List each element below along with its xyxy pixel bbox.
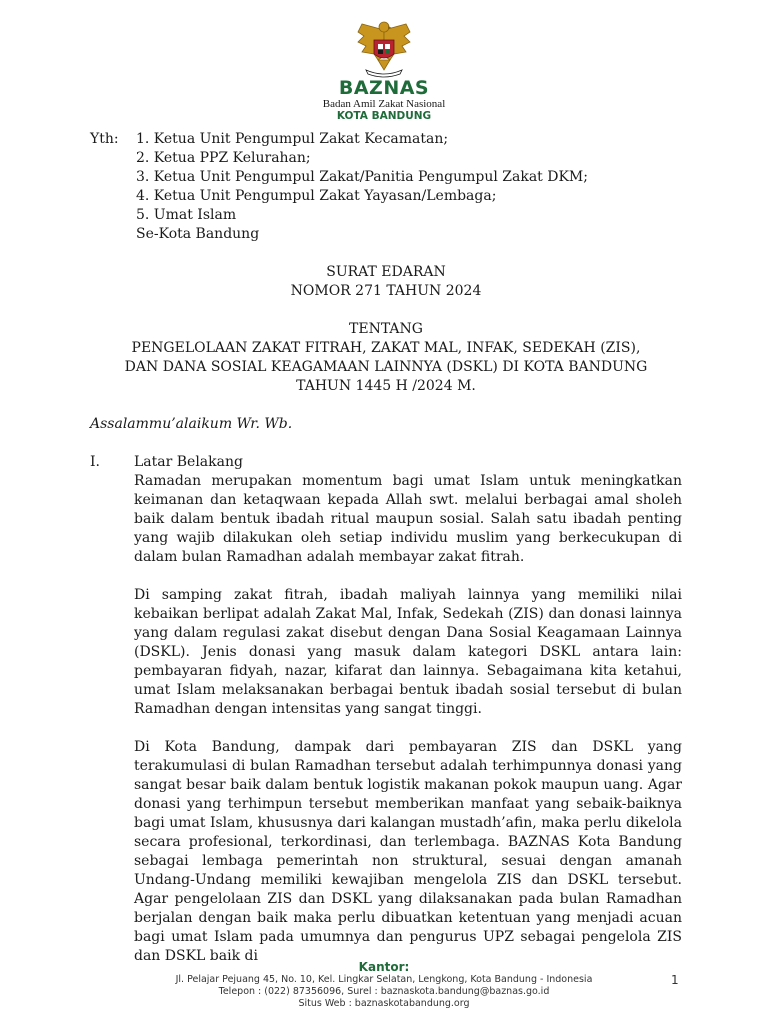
recipient-item: 3. Ketua Unit Pengumpul Zakat/Panitia Pengumpul Zakat DKM; — [136, 169, 588, 185]
recipient-item: 2. Ketua PPZ Kelurahan; — [136, 150, 311, 166]
letter-type: SURAT EDARAN — [326, 264, 446, 280]
recipient-item: 1. Ketua Unit Pengumpul Zakat Kecamatan; — [136, 131, 449, 147]
footer-title: Kantor: — [358, 960, 410, 974]
recipients-list — [136, 130, 588, 244]
paragraph: Ramadan merupakan momentum bagi umat Islam untuk meningkatkan keimanan dan ketaqwaan kepada Allah swt. melalui berbagai amal sholeh baik dalam bentuk ibadah ritual maupun sosial. Salah satu ibadah penting yang wajib dilakukan oleh setiap individu muslim yang berkecukupan di dalam bulan Ramadhan adalah membayar zakat fitrah. — [134, 473, 682, 565]
letterhead — [0, 16, 768, 123]
section-number: I. — [90, 454, 100, 470]
recipients-label: Yth: — [90, 131, 119, 147]
recipient-item: 4. Ketua Unit Pengumpul Zakat Yayasan/Lembaga; — [136, 188, 497, 204]
recipient-item: 5. Umat Islam — [136, 207, 237, 223]
paragraph: Di samping zakat fitrah, ibadah maliyah lainnya yang memiliki nilai kebaikan berlipat adalah Zakat Mal, Infak, Sedekah (ZIS) dan donasi lainnya yang dalam regulasi zakat disebut dengan Dana Sosial Keagamaan Lainnya (DSKL). Jenis donasi yang masuk dalam kategori DSKL antara lain: pembayaran fidyah, nazar, kifarat dan lainnya. Sebagaimana kita ketahui, umat Islam melaksanakan berbagai bentuk ibadah sosial tersebut di bulan Ramadhan dengan intensitas yang sangat tinggi. — [134, 587, 682, 717]
recipients-block — [90, 130, 682, 244]
recipient-item: Se-Kota Bandung — [136, 226, 260, 242]
section-background — [90, 453, 682, 966]
letter-number: NOMOR 271 TAHUN 2024 — [290, 283, 482, 299]
page-number: 1 — [671, 973, 679, 987]
footer-contact: Telepon : (022) 87356096, Surel : baznaskota.bandung@baznas.go.id — [218, 986, 550, 997]
brand-city: KOTA BANDUNG — [336, 110, 432, 122]
subject-line: TAHUN 1445 H /2024 M. — [296, 378, 476, 394]
letter-title-block — [90, 263, 682, 301]
footer-website: Situs Web : baznaskotabandung.org — [298, 998, 470, 1009]
letter-subject-block — [90, 320, 682, 396]
garuda-emblem-icon — [352, 16, 416, 80]
footer — [0, 960, 768, 1010]
letter-body — [90, 130, 682, 966]
brand-name: BAZNAS — [338, 77, 430, 99]
paragraph: Di Kota Bandung, dampak dari pembayaran ZIS dan DSKL yang terakumulasi di bulan Ramadhan tersebut adalah terhimpunnya donasi yang sangat besar baik dalam bentuk logistik makanan pokok maupun uang. Agar donasi yang terhimpun tersebut memberikan manfaat yang sebaik-baiknya bagi umat Islam, khususnya dari kalangan mustadh’afin, maka perlu dikelola secara profesional, terkordinasi, dan terlembaga. BAZNAS Kota Bandung sebagai lembaga pemerintah non struktural, sesuai dengan amanah Undang-Undang memiliki kewajiban mengelola ZIS dan DSKL tersebut. Agar pengelolaan ZIS dan DSKL yang dilaksanakan pada bulan Ramadhan berjalan dengan baik maka perlu dibuatkan ketentuan yang menjadi acuan bagi umat Islam pada umumnya dan pengurus UPZ sebagai pengelola ZIS dan DSKL baik di — [134, 739, 682, 964]
greeting: Assalammu’alaikum Wr. Wb. — [90, 416, 293, 432]
subject-line: DAN DANA SOSIAL KEAGAMAAN LAINNYA (DSKL) DI KOTA BANDUNG — [124, 359, 648, 375]
subject-line: PENGELOLAAN ZAKAT FITRAH, ZAKAT MAL, INFAK, SEDEKAH (ZIS), — [131, 340, 641, 356]
brand-subtitle: Badan Amil Zakat Nasional — [322, 98, 446, 110]
section-title: Latar Belakang — [134, 454, 243, 470]
subject-label: TENTANG — [349, 321, 423, 337]
footer-address: Jl. Pelajar Pejuang 45, No. 10, Kel. Lingkar Selatan, Lengkong, Kota Bandung - Indonesia — [175, 974, 593, 985]
